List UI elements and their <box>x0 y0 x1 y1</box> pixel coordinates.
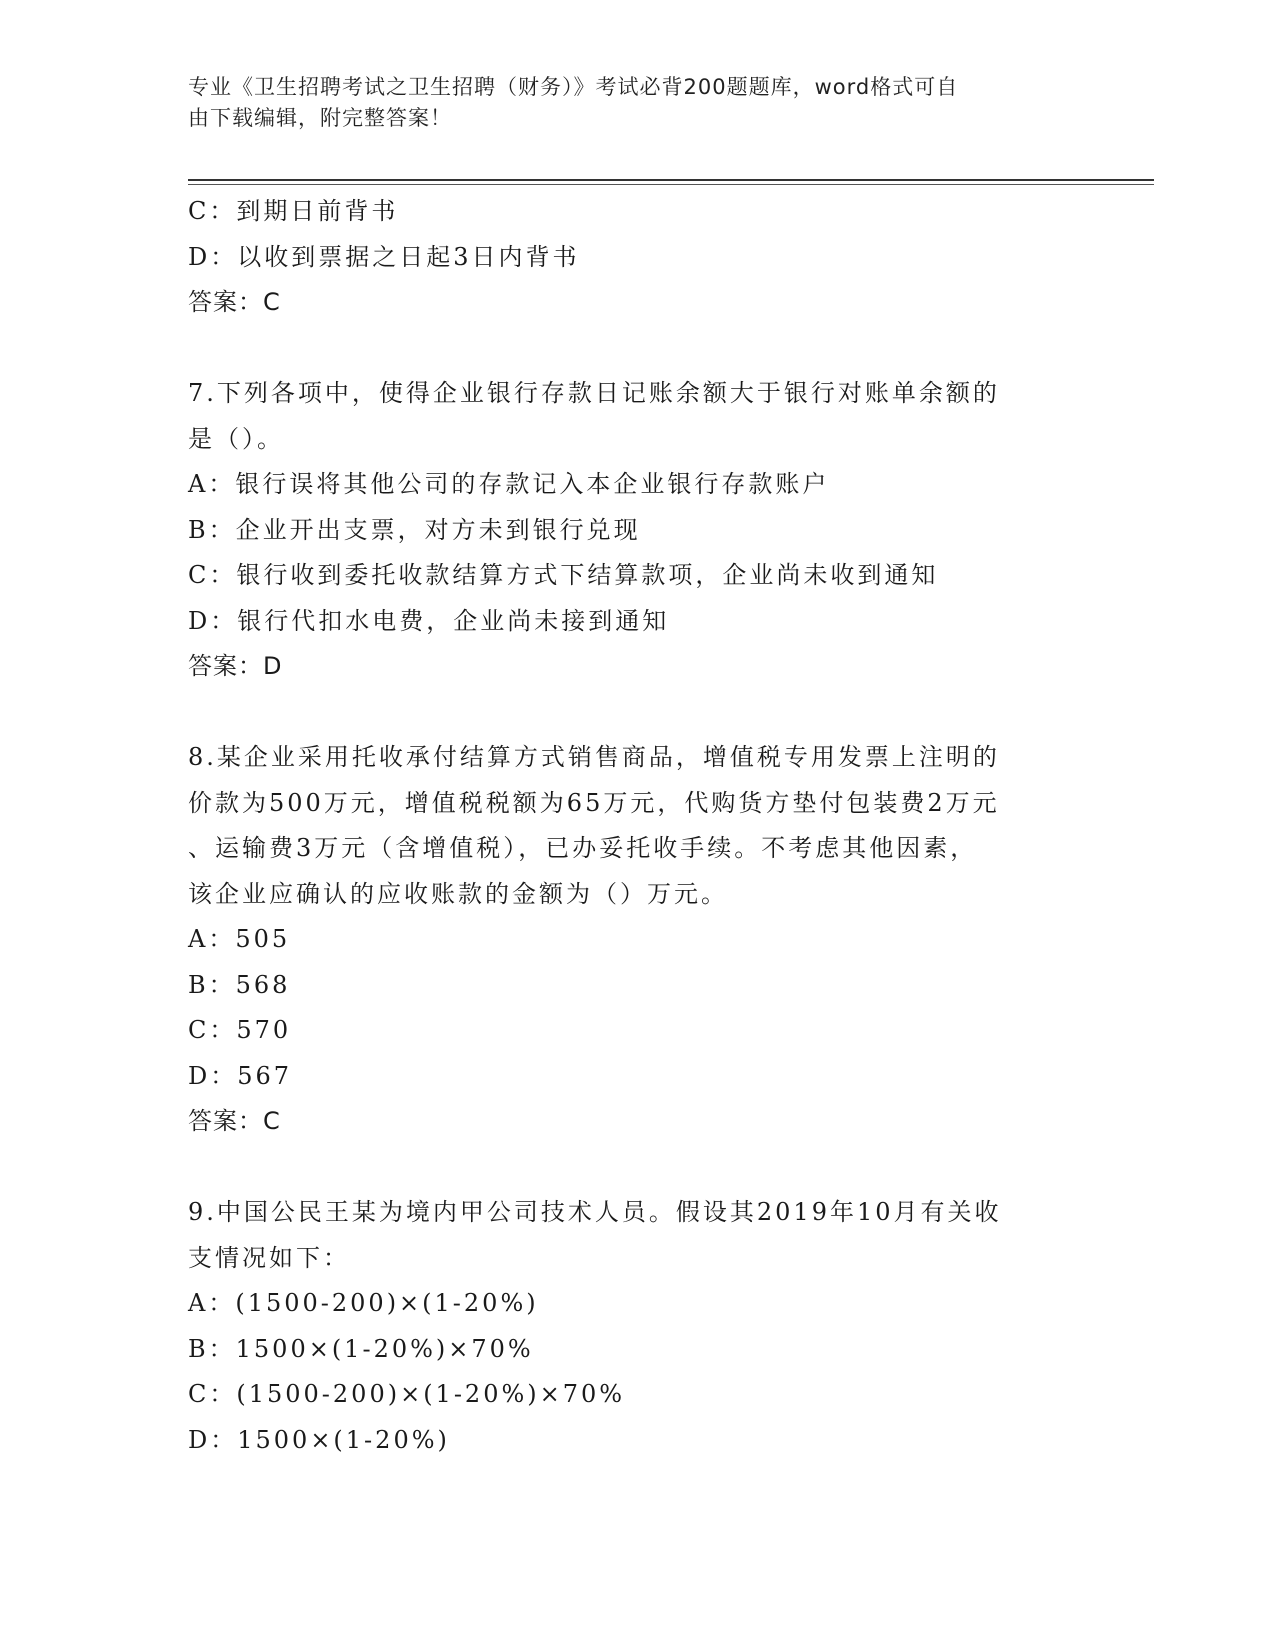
option-a: A：(1500-200)×(1-20%) <box>188 1289 539 1317</box>
header-line-1: 专业《卫生招聘考试之卫生招聘（财务）》考试必背200题题库，word格式可自 <box>188 75 959 99</box>
option-c: C：(1500-200)×(1-20%)×70% <box>188 1380 626 1408</box>
question-stem: 该企业应确认的应收账款的金额为（）万元。 <box>188 879 728 908</box>
question-stem: 是（）。 <box>188 424 284 453</box>
answer-line: 答案：D <box>188 652 283 680</box>
question-stem: 7.下列各项中，使得企业银行存款日记账余额大于银行对账单余额的 <box>188 379 1000 407</box>
answer-line: 答案：C <box>188 288 281 316</box>
question-stem: 价款为500万元，增值税税额为65万元，代购货方垫付包装费2万元 <box>188 788 1000 817</box>
block-spacer <box>188 326 1088 372</box>
option-c: C：银行收到委托收款结算方式下结算款项，企业尚未收到通知 <box>188 561 939 589</box>
question-block <box>188 1190 1088 1463</box>
question-block <box>188 371 1088 690</box>
block-spacer <box>188 690 1088 736</box>
question-stem: 、运输费3万元（含增值税），已办妥托收手续。不考虑其他因素， <box>188 834 978 862</box>
header-line-2: 由下载编辑，附完整答案！ <box>188 106 452 130</box>
question-block <box>188 189 1088 326</box>
option-b: B：568 <box>188 970 291 999</box>
option-a: A：505 <box>188 925 291 953</box>
question-stem: 支情况如下： <box>188 1243 350 1272</box>
question-stem: 9.中国公民王某为境内甲公司技术人员。假设其2019年10月有关收 <box>188 1198 1002 1226</box>
option-d: D：以收到票据之日起3日内背书 <box>188 242 580 271</box>
option-c: C：到期日前背书 <box>188 197 399 225</box>
option-d: D：银行代扣水电费，企业尚未接到通知 <box>188 606 670 635</box>
question-stem: 8.某企业采用托收承付结算方式销售商品，增值税专用发票上注明的 <box>188 743 1000 771</box>
option-d: D：567 <box>188 1061 293 1090</box>
option-c: C：570 <box>188 1016 292 1044</box>
header-rule-thin <box>188 184 1154 185</box>
option-d: D：1500×(1-20%) <box>188 1425 450 1454</box>
header-rule-thick <box>188 179 1154 181</box>
option-a: A：银行误将其他公司的存款记入本企业银行存款账户 <box>188 470 830 498</box>
answer-line: 答案：C <box>188 1107 281 1135</box>
block-spacer <box>188 1145 1088 1191</box>
question-list <box>188 189 1088 1463</box>
option-b: B：企业开出支票，对方未到银行兑现 <box>188 515 641 544</box>
option-b: B：1500×(1-20%)×70% <box>188 1334 534 1363</box>
document-header <box>188 72 1068 134</box>
question-block <box>188 735 1088 1145</box>
